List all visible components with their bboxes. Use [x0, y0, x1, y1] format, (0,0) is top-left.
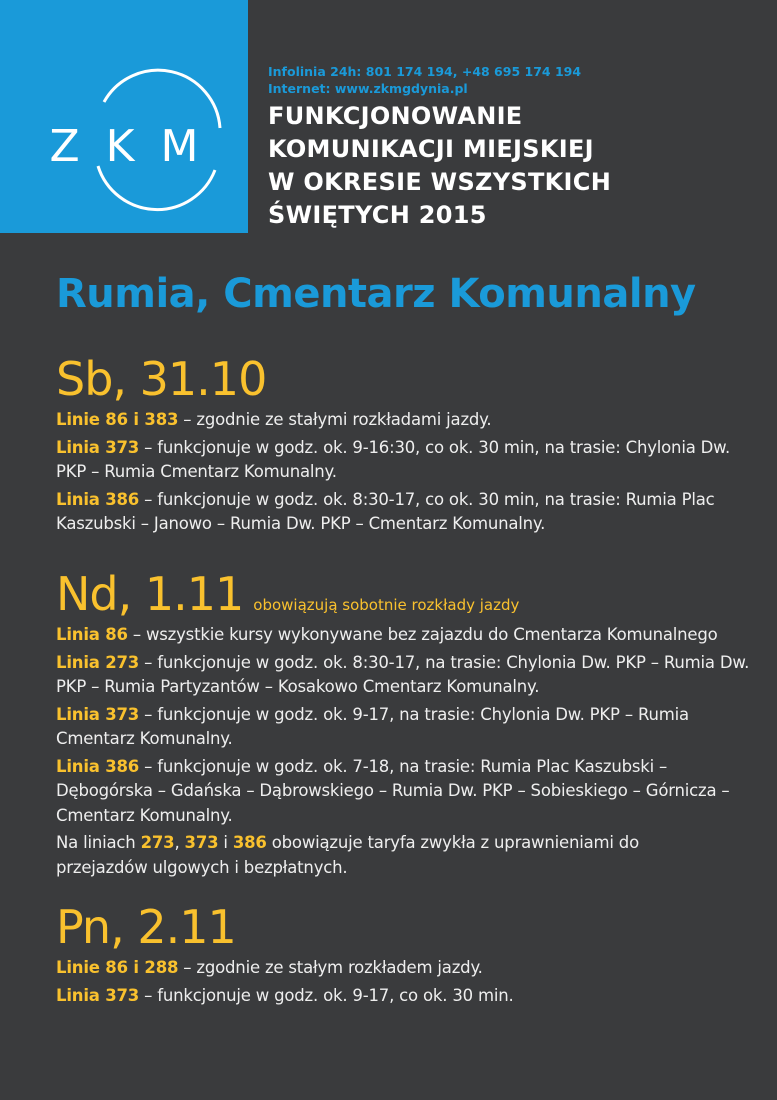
zkm-logo: [0, 0, 248, 233]
schedule-line: [56, 651, 756, 700]
line-text: – funkcjonuje w godz. ok. 8:30-17, na trasie: Chylonia Dw. PKP – Rumia Dw. PKP – Rumia Partyzantów – Kosakowo Cmentarz Komunalny.: [56, 652, 750, 696]
schedule-line: [56, 703, 756, 752]
schedule-line: [56, 488, 756, 537]
day-heading: [56, 898, 756, 956]
day-label: Nd, 1.11: [56, 567, 244, 621]
day-label: Pn, 2.11: [56, 900, 236, 954]
schedule-line: [56, 956, 756, 981]
schedule-line: [56, 623, 756, 648]
line-label: Linia 373: [56, 985, 140, 1005]
line-label: Linie 86 i 383: [56, 410, 179, 429]
tariff-note: [56, 831, 656, 880]
line-label: Linia 386: [56, 489, 140, 509]
line-label: Linie 86 i 288: [56, 958, 179, 977]
day-label: Sb, 31.10: [56, 352, 267, 406]
title-line: ŚWIĘTYCH 2015: [268, 201, 487, 229]
day-section-monday: [56, 898, 756, 1008]
schedule-line: [56, 436, 756, 485]
logo-text: ZKM: [49, 121, 225, 172]
line-text: – funkcjonuje w godz. ok. 9-17, na trasie: Chylonia Dw. PKP – Rumia Cmentarz Komunalny.: [56, 704, 689, 748]
location-title: Rumia, Cmentarz Komunalny: [56, 271, 696, 317]
tariff-separator: i: [218, 833, 233, 852]
infoline-text: Infolinia 24h: 801 174 194, +48 695 174 194: [268, 64, 582, 79]
tariff-line-number: 386: [232, 833, 267, 852]
title-line: KOMUNIKACJI MIEJSKIEJ: [268, 135, 594, 163]
line-label: Linia 373: [56, 704, 140, 724]
line-text: – zgodnie ze stałymi rozkładami jazdy.: [178, 410, 492, 429]
day-section-sunday: [56, 565, 756, 880]
day-section-saturday: [56, 350, 756, 537]
line-label: Linia 373: [56, 437, 140, 457]
line-label: Linia 273: [56, 652, 140, 672]
line-text: – funkcjonuje w godz. ok. 8:30-17, co ok. 30 min, na trasie: Rumia Plac Kaszubski – Janowo – Rumia Dw. PKP – Cmentarz Komunalny.: [56, 489, 715, 533]
schedule-line: [56, 755, 756, 829]
day-heading: [56, 350, 756, 408]
line-text: – funkcjonuje w godz. ok. 9-16:30, co ok. 30 min, na trasie: Chylonia Dw. PKP – Rumia Cmentarz Komunalny.: [56, 437, 730, 481]
day-note: obowiązują sobotnie rozkłady jazdy: [253, 596, 520, 614]
day-heading: [56, 565, 756, 623]
schedule-line: [56, 408, 756, 433]
tariff-line-number: 273: [140, 833, 175, 852]
title-line: W OKRESIE WSZYSTKICH: [268, 168, 612, 196]
line-text: – funkcjonuje w godz. ok. 9-17, co ok. 30 min.: [139, 985, 514, 1005]
title-line: FUNKCJONOWANIE: [268, 102, 523, 130]
tariff-prefix: Na liniach: [56, 833, 141, 852]
tariff-suffix: obowiązuje taryfa zwykła z uprawnieniami do przejazdów ulgowych i bezpłatnych.: [56, 833, 639, 877]
contact-info: [268, 63, 581, 97]
line-label: Linia 86: [56, 625, 128, 644]
logo-arc-icon: [0, 0, 248, 233]
main-title: [268, 100, 748, 232]
tariff-separator: ,: [174, 833, 185, 852]
line-label: Linia 386: [56, 756, 140, 776]
tariff-line-number: 373: [184, 833, 219, 852]
line-text: – funkcjonuje w godz. ok. 7-18, na trasie: Rumia Plac Kaszubski – Dębogórska – Gdańska – Dąbrowskiego – Rumia Dw. PKP – Sobieskiego – Górnicza – Cmentarz Komunalny.: [56, 756, 730, 825]
line-text: – wszystkie kursy wykonywane bez zajazdu do Cmentarza Komunalnego: [127, 625, 718, 644]
internet-text: Internet: www.zkmgdynia.pl: [268, 81, 468, 96]
line-text: – zgodnie ze stałym rozkładem jazdy.: [178, 958, 483, 977]
schedule-line: [56, 984, 756, 1009]
